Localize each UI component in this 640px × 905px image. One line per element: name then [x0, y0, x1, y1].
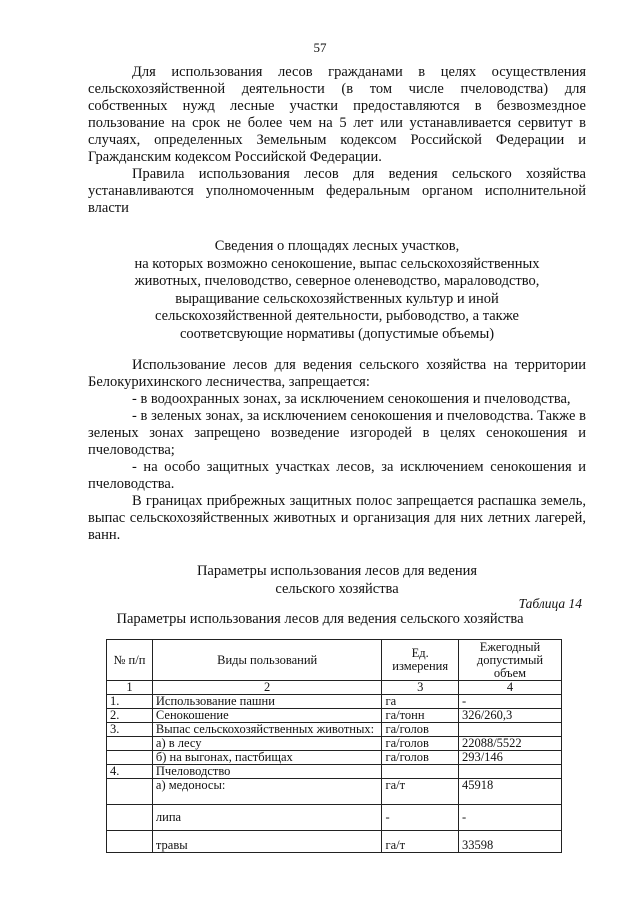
column-number: 1 — [107, 681, 153, 695]
column-number: 2 — [152, 681, 382, 695]
params-heading-line: Параметры использования лесов для ведения — [196, 563, 478, 579]
column-number: 3 — [382, 681, 459, 695]
list-item: - на особо защитных участках лесов, за исключением сенокошения и пчеловодства. — [88, 459, 586, 492]
cell-type: липа — [152, 805, 382, 831]
cell-volume: 326/260,3 — [458, 709, 561, 723]
cell-unit: га/голов — [382, 737, 459, 751]
cell-num: 4. — [107, 765, 153, 779]
info-heading-line: выращивание сельскохозяйственных культур и иной — [175, 290, 499, 307]
cell-volume: - — [458, 695, 561, 709]
coastal-paragraph: В границах прибрежных защитных полос запрещается распашка земель, выпас сельскохозяйственных животных и организация для них летних лагерей, ванн. — [88, 493, 586, 543]
cell-unit — [382, 765, 459, 779]
cell-type: Пчеловодство — [152, 765, 382, 779]
cell-type: а) медоносы: — [152, 779, 382, 805]
header-unit: Ед. измерения — [382, 640, 459, 681]
table-label: Таблица 14 — [518, 596, 582, 611]
cell-volume: 45918 — [458, 779, 561, 805]
cell-type: а) в лесу — [152, 737, 382, 751]
cell-unit: га/голов — [382, 723, 459, 737]
cell-volume: 22088/5522 — [458, 737, 561, 751]
cell-volume — [458, 765, 561, 779]
header-num: № п/п — [107, 640, 153, 681]
prohibition-section — [88, 357, 586, 544]
table-row — [107, 737, 562, 751]
cell-unit: - — [382, 805, 459, 831]
list-item: - в зеленых зонах, за исключением сенокошения и пчеловодства. Также в зеленых зонах запрещено возведение изгородей в целях сенокошения и пчеловодства; — [88, 408, 586, 458]
params-table — [106, 639, 562, 853]
cell-type: б) на выгонах, пастбищах — [152, 751, 382, 765]
table-row — [107, 779, 562, 805]
cell-unit: га/т — [382, 779, 459, 805]
cell-num — [107, 737, 153, 751]
cell-num: 3. — [107, 723, 153, 737]
table-row — [107, 751, 562, 765]
header-volume: Ежегодный допустимый объем — [458, 640, 561, 681]
table-row — [107, 723, 562, 737]
cell-type: Выпас сельскохозяйственных животных: — [152, 723, 382, 737]
cell-unit: га/голов — [382, 751, 459, 765]
cell-type: Использование пашни — [152, 695, 382, 709]
cell-unit: га/тонн — [382, 709, 459, 723]
info-heading — [88, 238, 586, 343]
table-title: Параметры использования лесов для ведения сельского хозяйства — [116, 611, 524, 627]
cell-volume: - — [458, 805, 561, 831]
prohibition-list — [88, 391, 586, 493]
cell-num — [107, 805, 153, 831]
info-heading-line: соответсвующие нормативы (допустимые объемы) — [179, 325, 495, 342]
table-row — [107, 709, 562, 723]
params-heading-line: сельского хозяйства — [275, 580, 399, 597]
params-heading — [88, 563, 586, 598]
column-number: 4 — [458, 681, 561, 695]
cell-unit: га/т — [382, 831, 459, 853]
list-item: - в водоохранных зонах, за исключением сенокошения и пчеловодства, — [132, 391, 571, 407]
table-header-row — [107, 640, 562, 681]
page-number: 57 — [313, 40, 327, 55]
header-type: Виды пользований — [152, 640, 382, 681]
cell-num: 2. — [107, 709, 153, 723]
table-row — [107, 831, 562, 853]
cell-volume: 33598 — [458, 831, 561, 853]
column-number-row — [107, 681, 562, 695]
intro-paragraph-1: Для использования лесов гражданами в целях осуществления сельскохозяйственной деятельности (в том числе пчеловодства) для собственных нужд лесные участки предоставляются в безвозмездное пользование на срок не более чем на 5 лет или устанавливается сервитут в случаях, определенных Земельным кодексом Российской Федерации и Гражданским кодексом Российской Федерации. — [88, 64, 586, 165]
table-row — [107, 805, 562, 831]
intro-section — [88, 64, 586, 217]
cell-num — [107, 779, 153, 805]
info-heading-line: Сведения о площадях лесных участков, — [214, 238, 460, 254]
cell-num: 1. — [107, 695, 153, 709]
cell-unit: га — [382, 695, 459, 709]
cell-type: Сенокошение — [152, 709, 382, 723]
table-row — [107, 695, 562, 709]
cell-volume — [458, 723, 561, 737]
cell-num — [107, 751, 153, 765]
info-heading-line: на которых возможно сенокошение, выпас сельскохозяйственных — [134, 255, 540, 272]
cell-type: травы — [152, 831, 382, 853]
cell-num — [107, 831, 153, 853]
info-heading-line: сельскохозяйственной деятельности, рыбоводство, а также — [155, 308, 519, 324]
cell-volume: 293/146 — [458, 751, 561, 765]
prohibition-intro: Использование лесов для ведения сельского хозяйства на территории Белокурихинского лесничества, запрещается: — [88, 357, 586, 390]
intro-paragraph-2: Правила использования лесов для ведения сельского хозяйства устанавливаются уполномоченным федеральным органом исполнительной власти — [88, 166, 586, 216]
info-heading-line: животных, пчеловодство, северное оленеводство, мараловодство, — [134, 273, 540, 289]
table-row — [107, 765, 562, 779]
